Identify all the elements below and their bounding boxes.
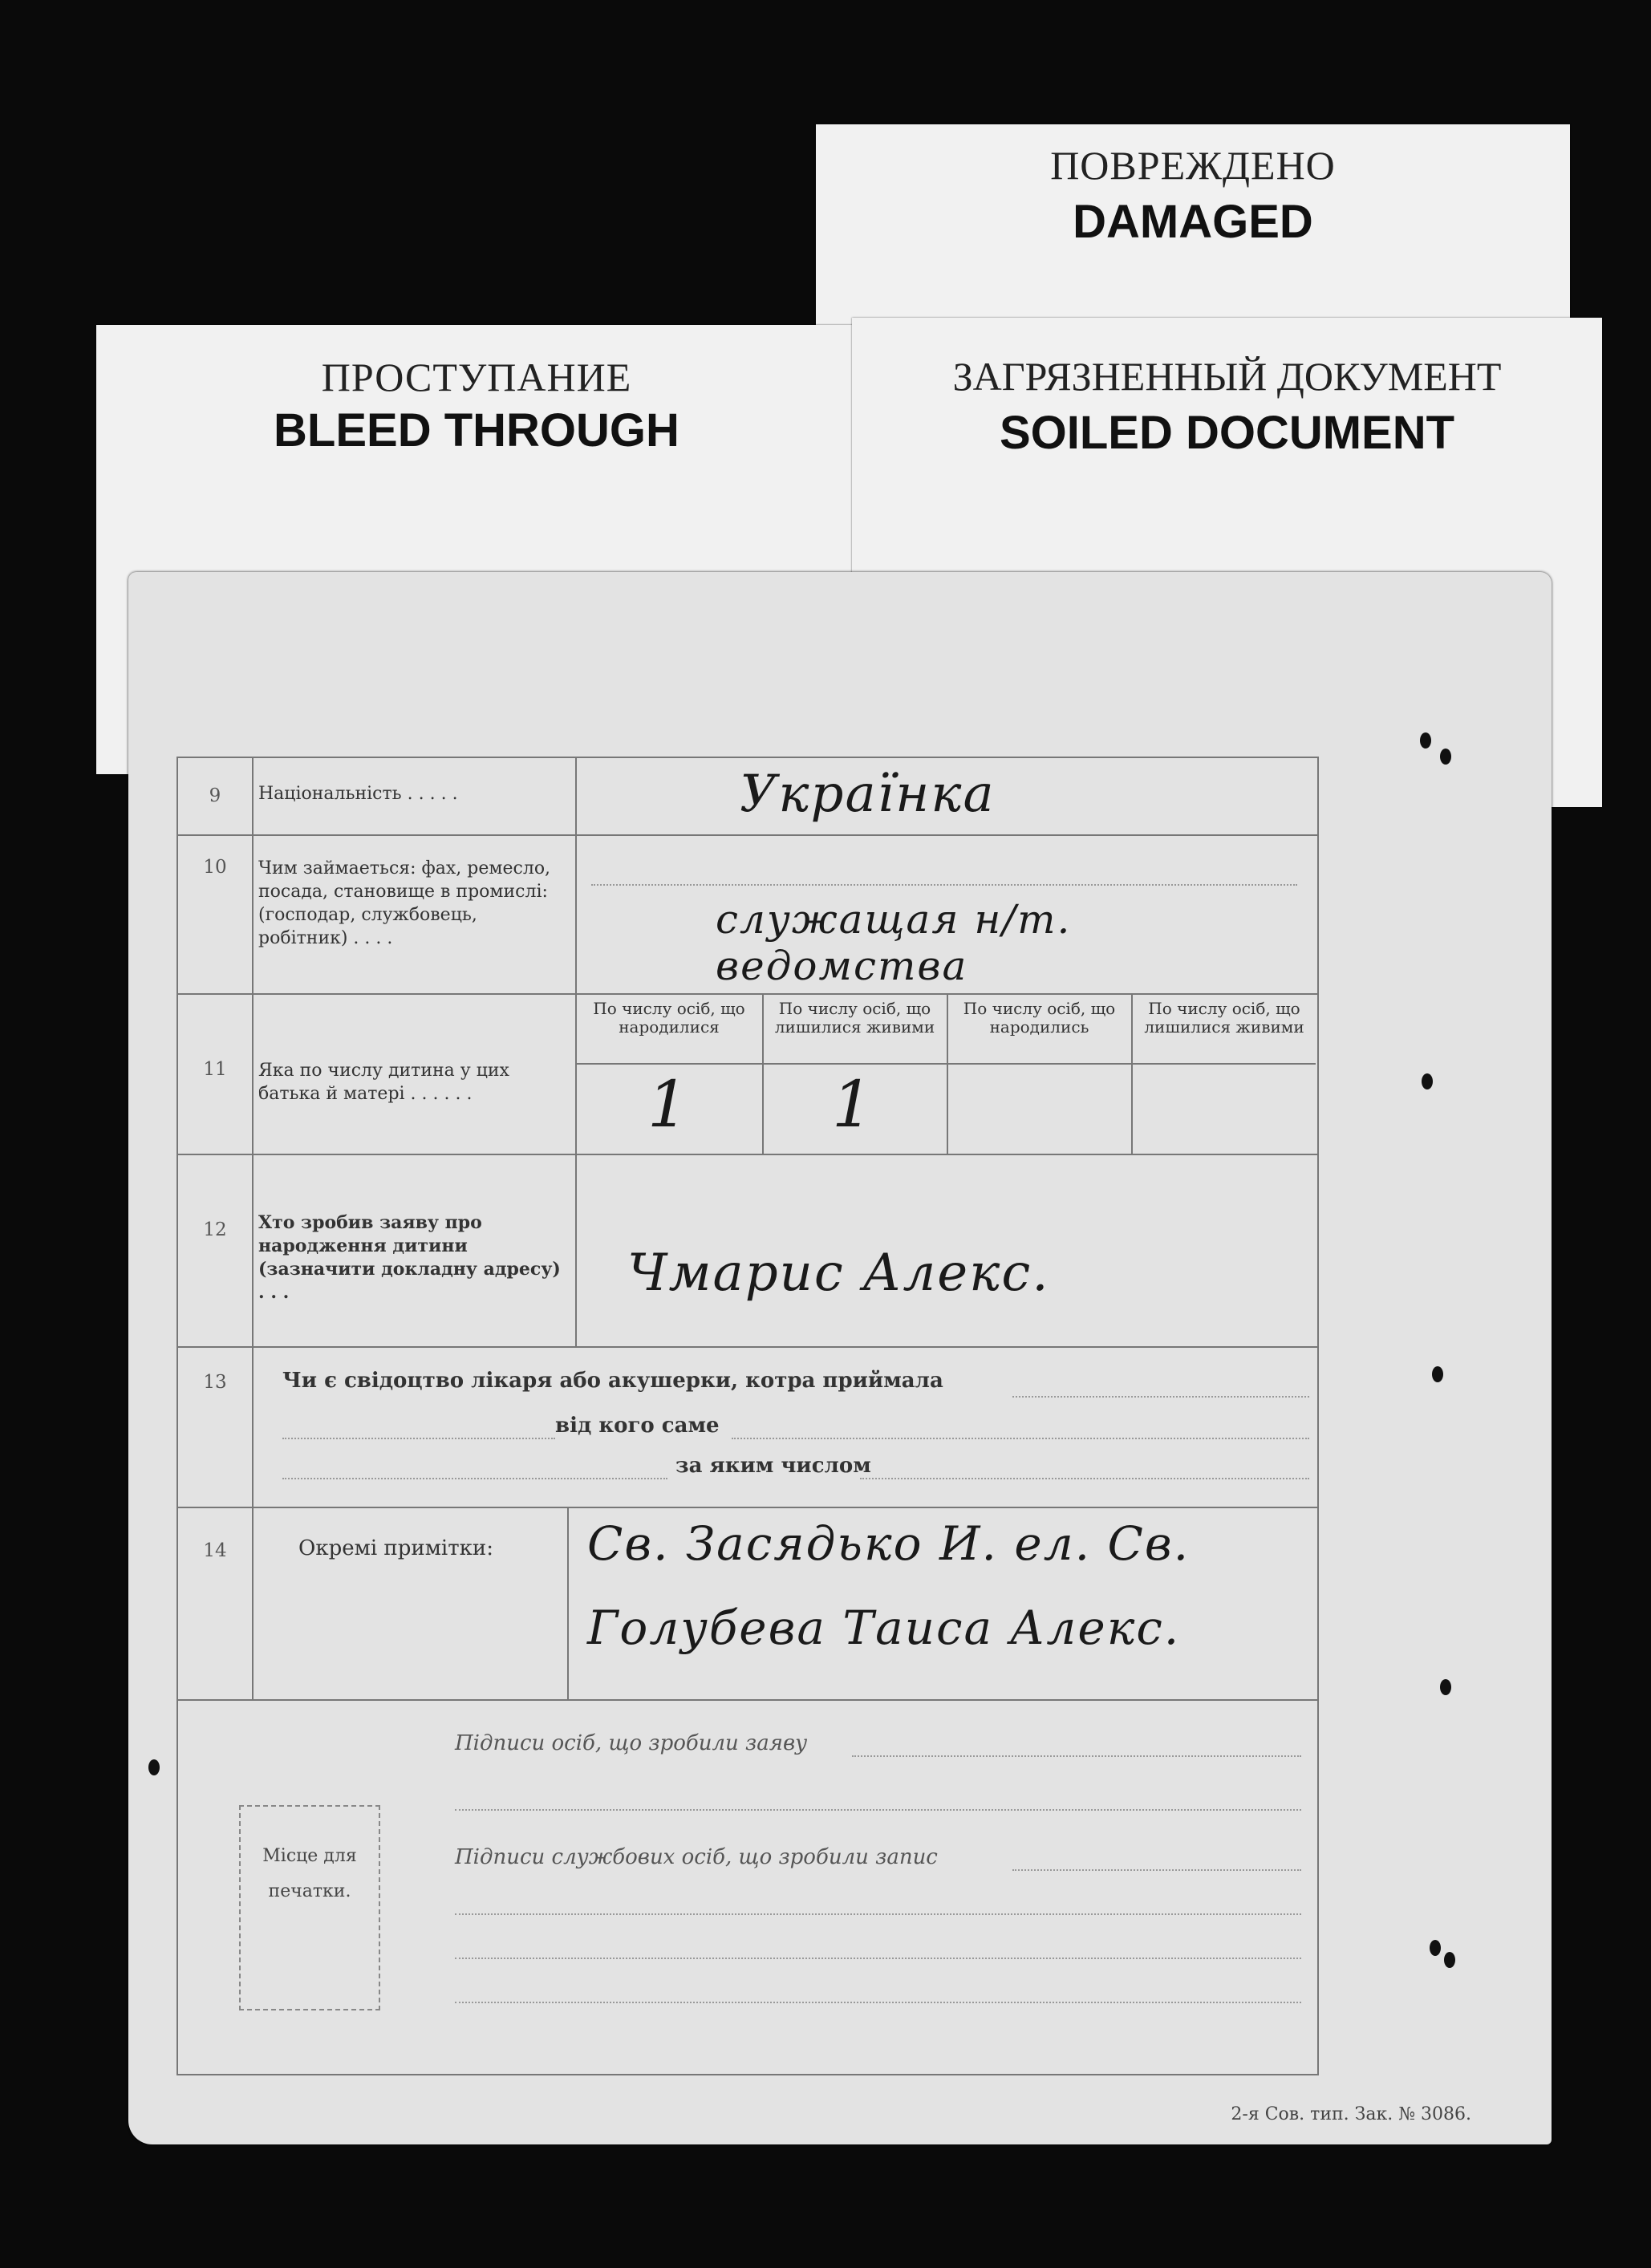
from-whom-label: від кого саме xyxy=(555,1414,720,1438)
printer-imprint: 2-я Сов. тип. Зак. № 3086. xyxy=(1231,2104,1471,2124)
row-10 xyxy=(178,834,1317,995)
row-number: 10 xyxy=(178,836,254,995)
informant-label: Хто зробив заяву про народження дитини (зазначити докладну адресу) . . . xyxy=(258,1212,561,1303)
dotted-line xyxy=(1012,1396,1309,1398)
soiled-ru: ЗАГРЯЗНЕННЫЙ ДОКУМЕНТ xyxy=(952,354,1502,399)
alive-count: 1 xyxy=(832,1067,874,1142)
occupation-value: служащая н/т. ведомства xyxy=(716,896,1072,989)
dotted-line xyxy=(852,1755,1301,1757)
punch-hole xyxy=(1422,1073,1433,1089)
column-divider xyxy=(575,758,577,834)
remarks-value-1: Св. Засядько И. ел. Св. xyxy=(587,1516,1191,1571)
dotted-line xyxy=(455,1913,1301,1915)
damaged-ru: ПОВРЕЖДЕНО xyxy=(1050,143,1336,188)
occupation-label: Чим займаеться: фах, ремесло, посада, становище в промислі: (господар, службовець, робітник) . . . . xyxy=(258,858,551,948)
row-number: 13 xyxy=(178,1348,254,1508)
bleed-en: BLEED THROUGH xyxy=(274,404,679,456)
punch-hole xyxy=(1444,1952,1455,1968)
dotted-line xyxy=(732,1438,1309,1439)
punch-hole xyxy=(1440,749,1451,765)
child-order-label: Яка по числу дитина у цих батька й матері . . . . . . xyxy=(258,1061,509,1104)
col-born-header: По числу осіб, що народилися xyxy=(593,999,745,1037)
col-alive-header: По числу осіб, що лишилися живими xyxy=(774,999,935,1037)
birth-record-form xyxy=(176,757,1319,2075)
header-divider xyxy=(575,1063,1316,1065)
dotted-line xyxy=(1012,1869,1301,1871)
row-9 xyxy=(178,758,1317,834)
stamp-place-line2: печатки. xyxy=(268,1881,351,1901)
remarks-label: Окремі примітки: xyxy=(298,1536,493,1560)
dotted-line xyxy=(455,1958,1301,1959)
officials-signature-label: Підписи службових осіб, що зробили запис xyxy=(455,1845,938,1869)
punch-hole xyxy=(1430,1940,1441,1956)
row-11 xyxy=(178,993,1317,1155)
row-number: 14 xyxy=(178,1508,254,1701)
punch-hole xyxy=(1440,1679,1451,1695)
stamp-place-box xyxy=(239,1805,380,2010)
row-12 xyxy=(178,1154,1317,1348)
applicants-signature-label: Підписи осіб, що зробили заяву xyxy=(455,1731,808,1755)
damaged-en: DAMAGED xyxy=(1073,196,1313,248)
row-14 xyxy=(178,1507,1317,1701)
dotted-line xyxy=(860,1478,1309,1479)
column-divider xyxy=(567,1508,569,1701)
row-number: 11 xyxy=(178,995,254,1155)
soiled-en: SOILED DOCUMENT xyxy=(999,407,1455,459)
informant-value: Чмарис Алекс. xyxy=(627,1244,1050,1303)
dotted-line xyxy=(455,2002,1301,2003)
row-number: 9 xyxy=(178,758,254,834)
dotted-line xyxy=(455,1809,1301,1811)
punch-hole xyxy=(1420,732,1431,749)
damaged-card xyxy=(816,124,1570,327)
date-label: за яким числом xyxy=(675,1454,871,1478)
nationality-value: Українка xyxy=(740,765,996,824)
dotted-line xyxy=(282,1478,667,1479)
bleed-ru: ПРОСТУПАНИЕ xyxy=(321,355,632,400)
column-divider xyxy=(575,1155,577,1348)
row-number: 12 xyxy=(178,1155,254,1348)
dotted-line xyxy=(591,884,1297,886)
col-alive-header-2: По числу осіб, що лишилися живими xyxy=(1144,999,1304,1037)
row-13 xyxy=(178,1346,1317,1508)
punch-hole xyxy=(148,1759,160,1775)
nationality-label: Національність . . . . . xyxy=(258,784,458,804)
col-born-header-2: По числу осіб, що народились xyxy=(963,999,1116,1037)
dotted-line xyxy=(282,1438,555,1439)
signatures-section xyxy=(178,1699,1317,2075)
doctor-certificate-question: Чи є свідоцтво лікаря або акушерки, котра приймала xyxy=(282,1369,943,1393)
record-sheet xyxy=(128,572,1552,2144)
punch-hole xyxy=(1432,1366,1443,1382)
column-divider xyxy=(575,836,577,995)
remarks-value-2: Голубева Таиса Алекс. xyxy=(587,1601,1181,1655)
stamp-place-line1: Місце для xyxy=(262,1846,357,1866)
born-count: 1 xyxy=(647,1067,690,1142)
